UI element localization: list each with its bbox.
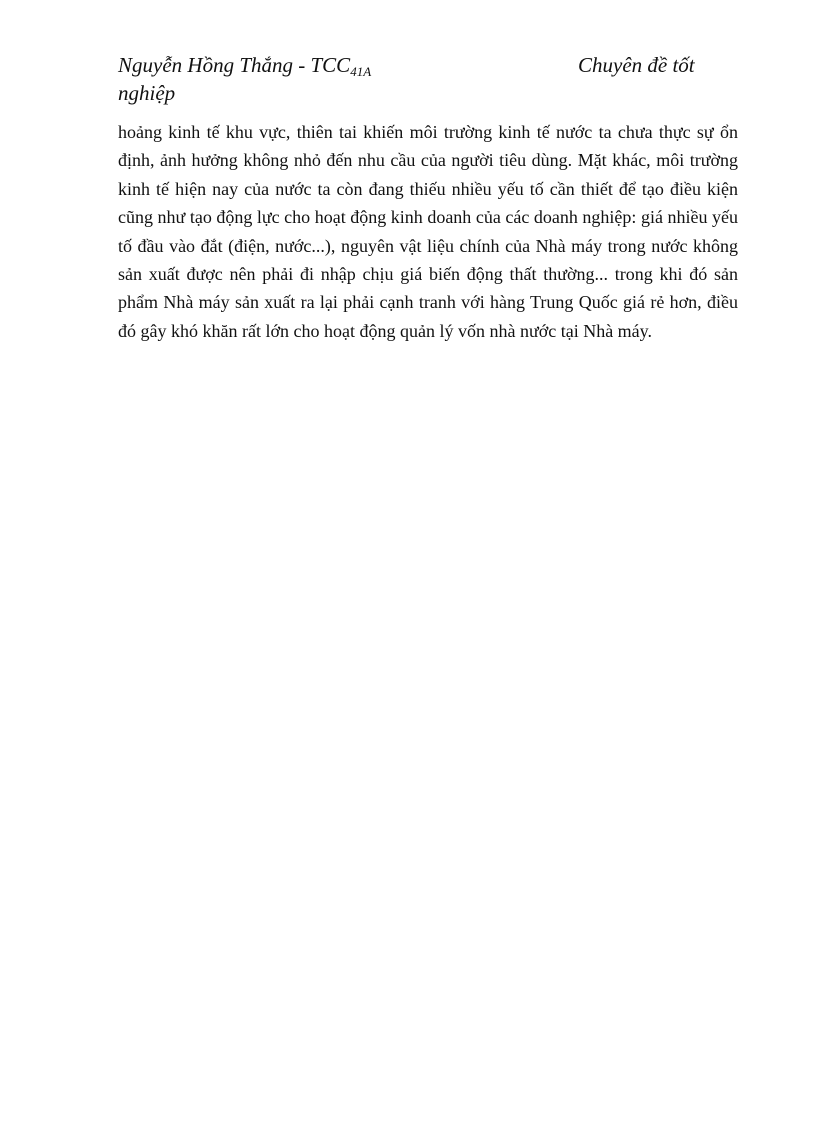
header-doc-type: Chuyên đề tốt — [578, 53, 695, 77]
body-paragraph: hoảng kinh tế khu vực, thiên tai khiến môi trường kinh tế nước ta chưa thực sự ổn định, ảnh hưởng không nhỏ đến nhu cầu của người tiêu dùng. Mặt khác, môi trường kinh tế hiện nay của nước ta còn đang thiếu nhiều yếu tố cần thiết để tạo điều kiện cũng như tạo động lực cho hoạt động kinh doanh của các doanh nghiệp: giá nhiều yếu tố đầu vào đắt (điện, nước...), nguyên vật liệu chính của Nhà máy trong nước không sản xuất được nên phải đi nhập chịu giá biến động thất thường... trong khi đó sản phẩm Nhà máy sản xuất ra lại phải cạnh tranh với hàng Trung Quốc giá rẻ hơn, điều đó gây khó khăn rất lớn cho hoạt động quản lý vốn nhà nước tại Nhà máy. — [118, 122, 738, 341]
header-doc-type-continued: nghiệp — [118, 81, 176, 105]
header-author-name: Nguyễn Hồng Thắng - TCC — [118, 53, 351, 77]
header-author-class: 41A — [350, 64, 372, 79]
